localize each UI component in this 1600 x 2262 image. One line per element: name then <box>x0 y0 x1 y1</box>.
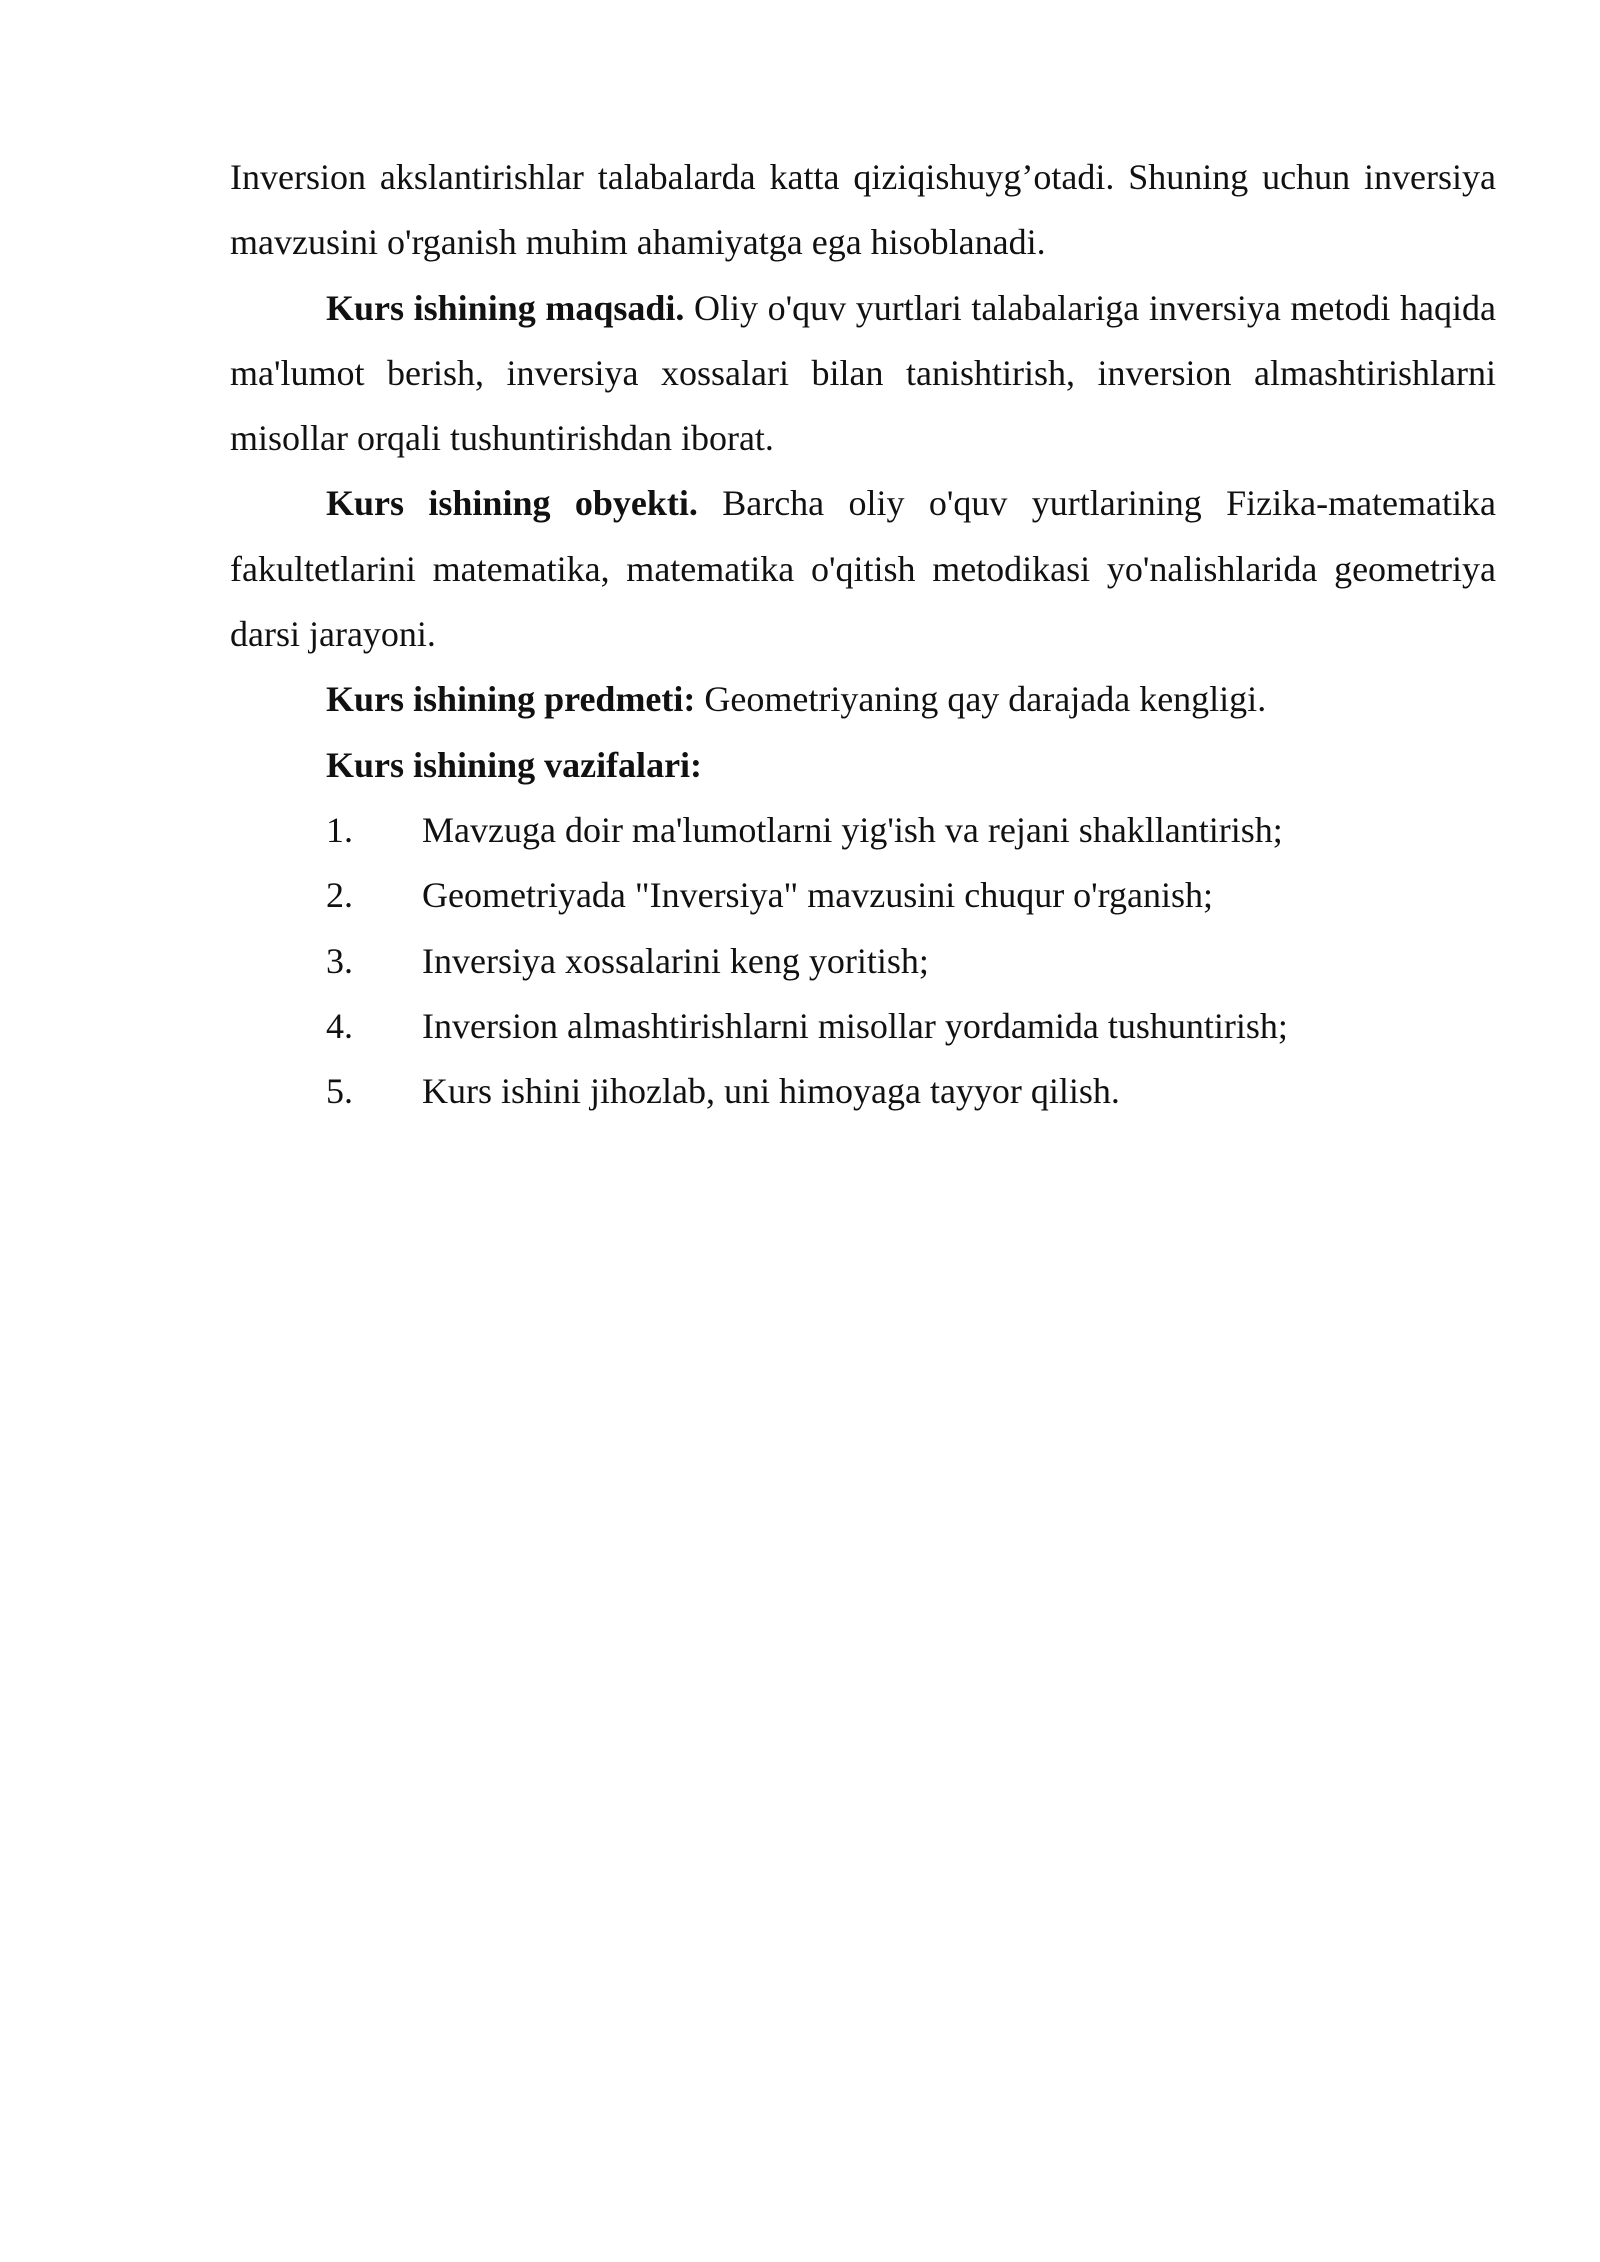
object-text: Barcha oliy o'quv yurtlarining Fizika-matematika fakultetlarini matematika, matematika o'qitish metodikasi yo'nalishlarida geometriya darsi jarayoni. <box>230 483 1496 655</box>
intro-paragraph: Inversion akslantirishlar talabalarda katta qiziqishuyg’otadi. Shuning uchun inversiya mavzusini o'rganish muhim ahamiyatga ega hisoblanadi. <box>230 157 1496 263</box>
list-item-number: 3. <box>326 940 353 981</box>
list-item-text: Mavzuga doir ma'lumotlarni yig'ish va rejani shakllantirish; <box>422 809 1283 850</box>
list-item-text: Inversiya xossalarini keng yoritish; <box>422 940 929 981</box>
list-item-text: Inversion almashtirishlarni misollar yordamida tushuntirish; <box>422 1005 1288 1046</box>
list-item-number: 1. <box>326 809 353 850</box>
goal-paragraph <box>230 276 1496 472</box>
document-body <box>230 145 1496 1124</box>
object-paragraph <box>230 471 1496 667</box>
list-item-number: 5. <box>326 1071 353 1112</box>
list-item-text: Geometriyada "Inversiya" mavzusini chuqur o'rganish; <box>422 875 1213 916</box>
goal-label: Kurs ishining maqsadi. <box>326 287 685 328</box>
list-item-number: 2. <box>326 875 353 916</box>
list-item <box>230 1059 1496 1124</box>
list-item <box>230 798 1496 863</box>
subject-text: Geometriyaning qay darajada kengligi. <box>695 679 1267 720</box>
list-item <box>230 863 1496 928</box>
tasks-heading: Kurs ishining vazifalari: <box>326 744 703 785</box>
list-item <box>230 994 1496 1059</box>
subject-label: Kurs ishining predmeti: <box>326 679 696 720</box>
subject-paragraph <box>230 667 1496 732</box>
list-item-text: Kurs ishini jihozlab, uni himoyaga tayyor qilish. <box>422 1071 1120 1112</box>
list-item-number: 4. <box>326 1005 353 1046</box>
goal-text: Oliy o'quv yurtlari talabalariga inversiya metodi haqida ma'lumot berish, inversiya xossalari bilan tanishtirish, inversion almashtirishlarni misollar orqali tushuntirishdan iborat. <box>230 287 1496 459</box>
object-label: Kurs ishining obyekti. <box>326 483 698 524</box>
list-item <box>230 929 1496 994</box>
tasks-list <box>230 798 1496 1124</box>
